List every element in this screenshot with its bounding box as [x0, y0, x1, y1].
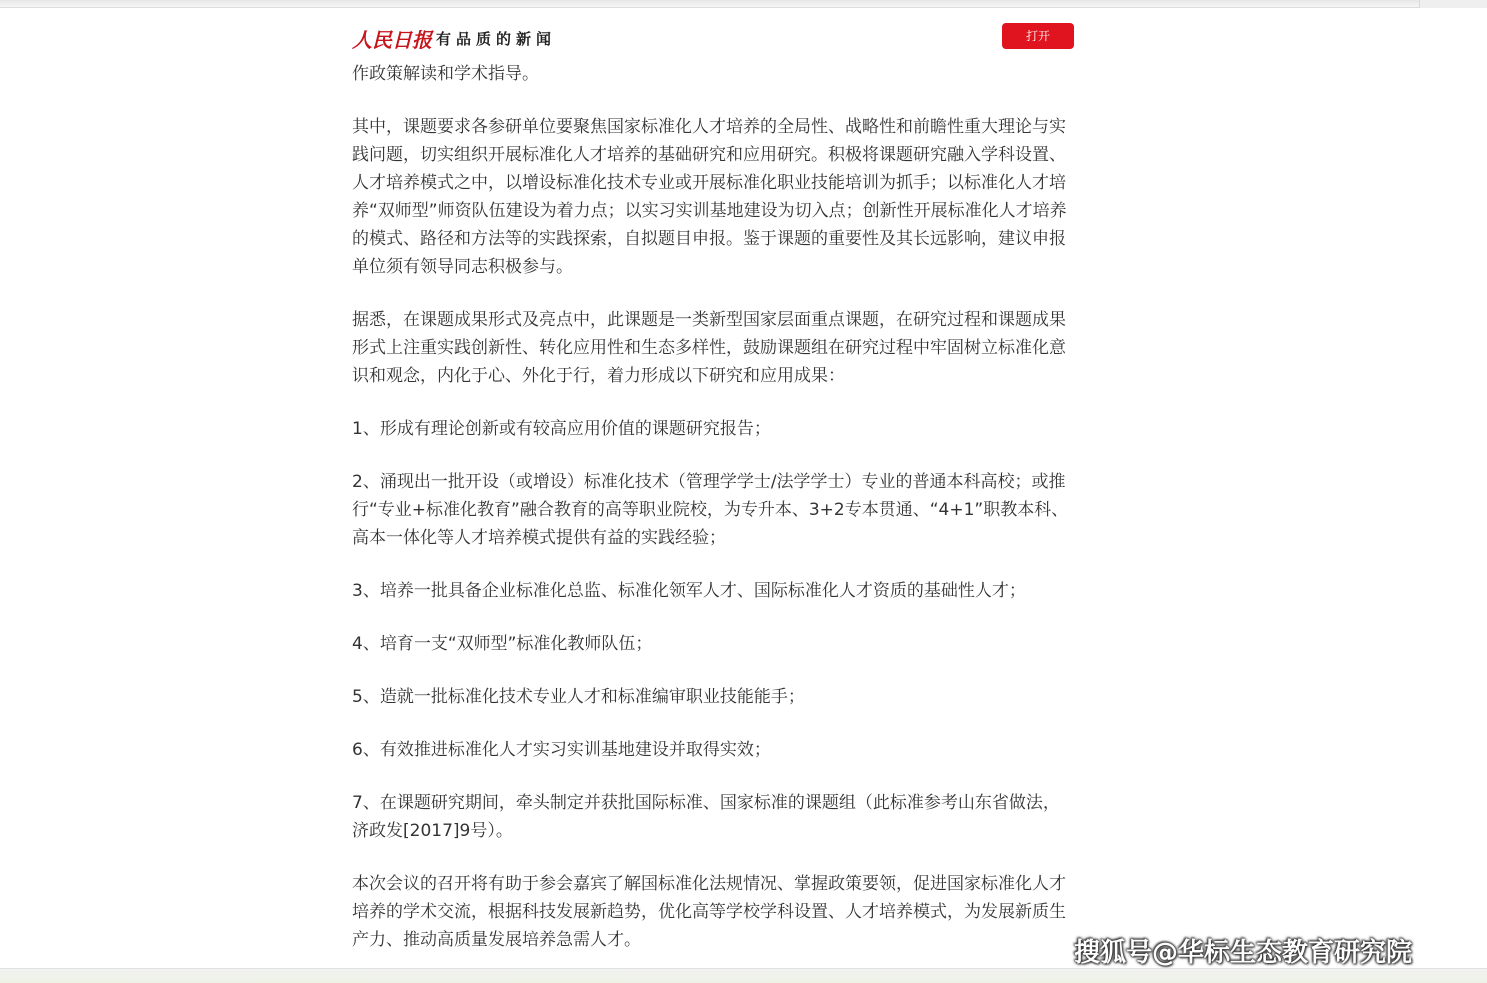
browser-top-edge: [0, 0, 1487, 8]
list-item: 6、有效推进标准化人才实习实训基地建设并取得实效；: [352, 740, 771, 760]
article-body: [352, 60, 1076, 979]
browser-bottom-edge: [0, 968, 1487, 983]
list-item: 2、涌现出一批开设（或增设）标准化技术（管理学学士/法学学士）专业的普通本科高校；或推行“专业+标准化教育”融合教育的高等职业院校，为专升本、3+2专本贯通、“4+1”职教本科、高本一体化等人才培养模式提供有益的实践经验；: [352, 472, 1069, 548]
article-paragraph: 据悉，在课题成果形式及亮点中，此课题是一类新型国家层面重点课题，在研究过程和课题成果形式上注重实践创新性、转化应用性和生态多样性，鼓励课题组在研究过程中牢固树立标准化意识和观念，内化于心、外化于行，着力形成以下研究和应用成果：: [352, 310, 1066, 386]
article-paragraph: 其中，课题要求各参研单位要聚焦国家标准化人才培养的全局性、战略性和前瞻性重大理论与实践问题，切实组织开展标准化人才培养的基础研究和应用研究。积极将课题研究融入学科设置、人才培养模式之中，以增设标准化技术专业或开展标准化职业技能培训为抓手；以标准化人才培养“双师型”师资队伍建设为着力点；以实习实训基地建设为切入点；创新性开展标准化人才培养的模式、路径和方法等的实践探索，自拟题目申报。鉴于课题的重要性及其长远影响，建议申报单位须有领导同志积极参与。: [352, 117, 1067, 277]
open-app-button[interactable]: 打开: [1002, 23, 1074, 49]
list-item: 4、培育一支“双师型”标准化教师队伍；: [352, 634, 653, 654]
list-item: 5、造就一批标准化技术专业人才和标准编审职业技能能手；: [352, 687, 805, 707]
list-item: 3、培养一批具备企业标准化总监、标准化领军人才、国际标准化人才资质的基础性人才；: [352, 581, 1026, 601]
list-item: 1、形成有理论创新或有较高应用价值的课题研究报告；: [352, 419, 771, 439]
sohu-watermark: 搜狐号@华标生态教育研究院: [1074, 938, 1413, 968]
peoples-daily-logo: 人民日报: [352, 28, 432, 52]
article-paragraph: 作政策解读和学术指导。: [352, 64, 539, 84]
list-item: 7、在课题研究期间，牵头制定并获批国际标准、国家标准的课题组（此标准参考山东省做法，济政发[2017]9号）。: [352, 793, 1060, 841]
article-paragraph: 本次会议的召开将有助于参会嘉宾了解国标准化法规情况、掌握政策要领，促进国家标准化人才培养的学术交流，根据科技发展新趋势，优化高等学校学科设置、人才培养模式，为发展新质生产力、推动高质量发展培养急需人才。: [352, 874, 1066, 950]
header-slogan: 有品质的新闻: [436, 30, 557, 48]
scrollbar-cap: [1419, 0, 1487, 8]
app-header: [352, 20, 1074, 56]
